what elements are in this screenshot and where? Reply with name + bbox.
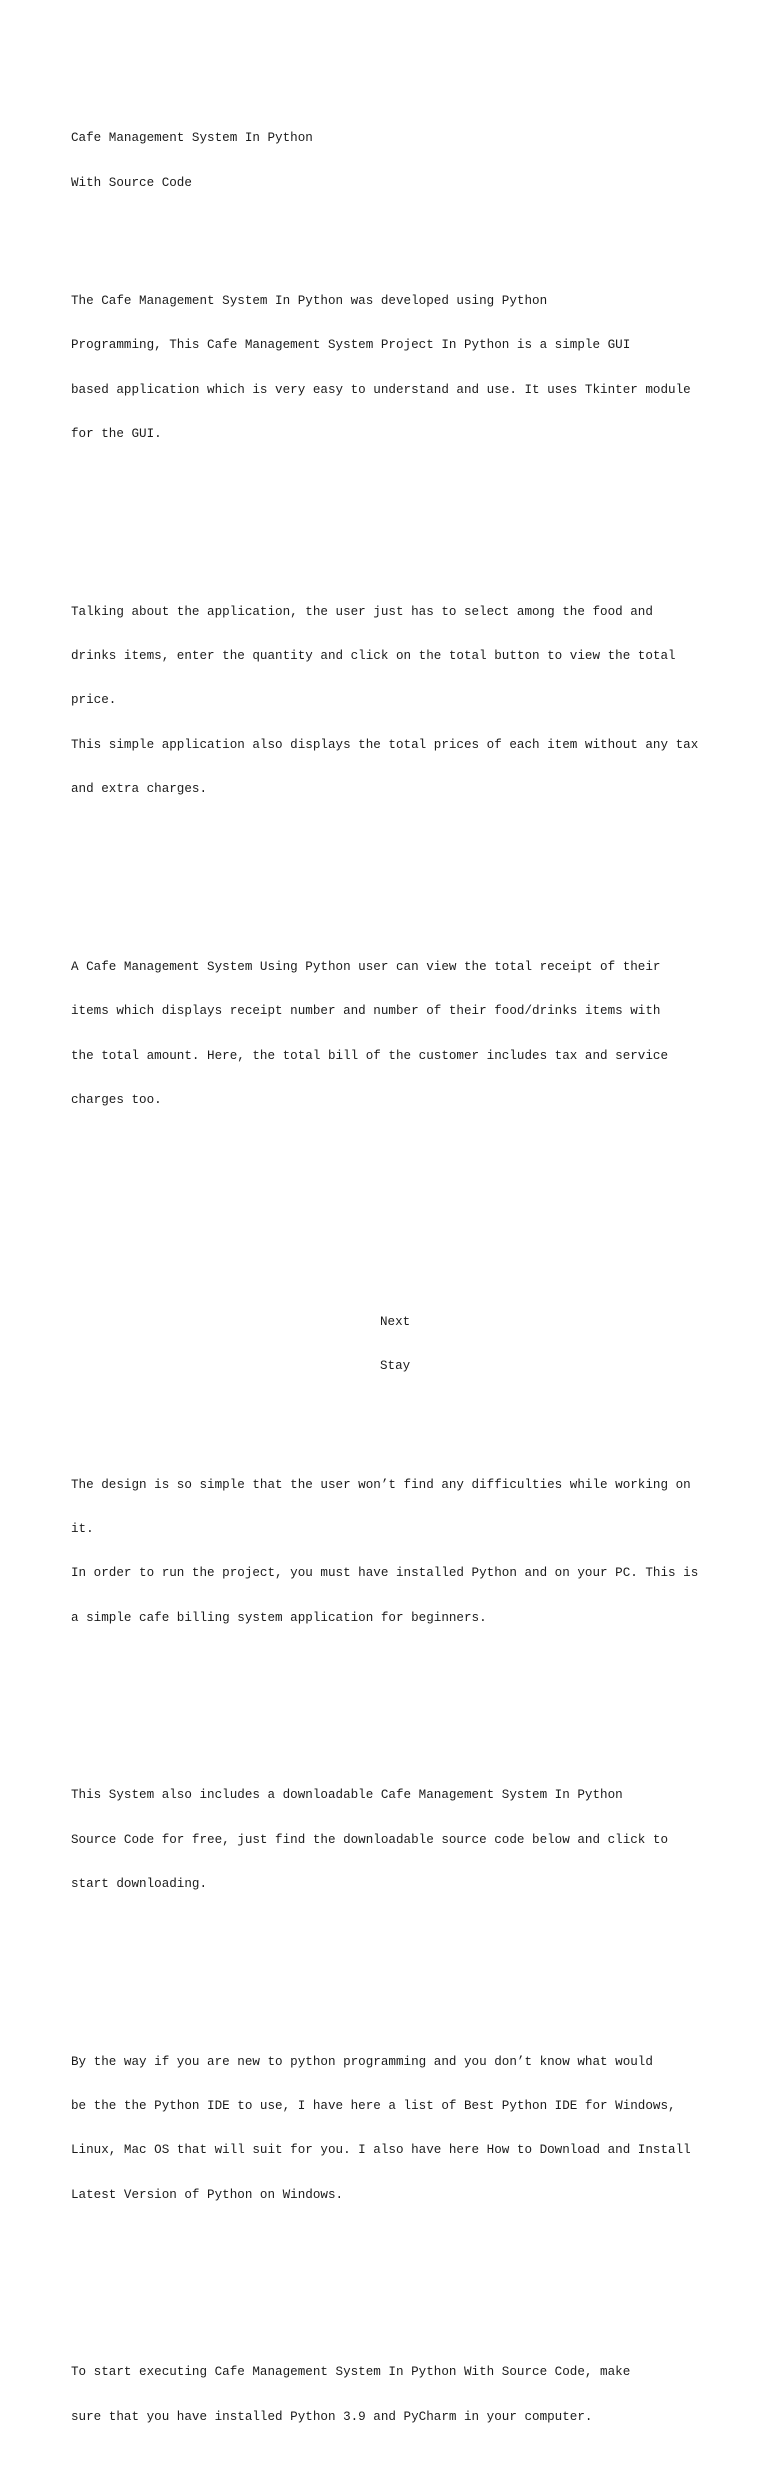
text-line: be the the Python IDE to use, I have here a list of Best Python IDE for Windows, [71, 2098, 676, 2113]
paragraph-design [71, 1448, 711, 1655]
text-line: This System also includes a downloadable Cafe Management System In Python [71, 1788, 623, 1803]
section-gap [71, 1182, 711, 1241]
text-line: A Cafe Management System Using Python user can view the total receipt of their [71, 959, 661, 974]
text-line: In order to run the project, you must have installed Python and on your PC. This is [71, 1566, 699, 1581]
paragraph-execute [71, 2336, 711, 2454]
paragraph-gap [71, 516, 711, 531]
text-line: To start executing Cafe Management System In Python With Source Code, make [71, 2365, 631, 2380]
text-line: The design is so simple that the user won’t find any difficulties while working on [71, 1477, 691, 1492]
paragraph-gap [71, 1966, 711, 1981]
text-line: sure that you have installed Python 3.9 and PyCharm in your computer. [71, 2409, 593, 2424]
text-line: drinks items, enter the quantity and click on the total button to view the total [71, 649, 676, 664]
stay-link[interactable]: Stay [380, 1359, 411, 1374]
paragraph-download [71, 1759, 711, 1922]
document-title [71, 102, 711, 220]
text-line: charges too. [71, 1092, 162, 1107]
paragraph-intro [71, 264, 711, 471]
paragraph-gap [71, 871, 711, 886]
text-line: a simple cafe billing system application for beginners. [71, 1610, 487, 1625]
text-line: based application which is very easy to understand and use. It uses Tkinter module [71, 382, 691, 397]
text-line: for the GUI. [71, 427, 162, 442]
nav-links [71, 1285, 711, 1403]
text-line: This simple application also displays the total prices of each item without any tax [71, 737, 699, 752]
text-line: start downloading. [71, 1877, 208, 1892]
text-line: Talking about the application, the user just has to select among the food and [71, 604, 653, 619]
text-line: Linux, Mac OS that will suit for you. I also have here How to Download and Install [71, 2143, 691, 2158]
text-line: The Cafe Management System In Python was developed using Python [71, 293, 548, 308]
next-link[interactable]: Next [380, 1314, 411, 1329]
title-line: Cafe Management System In Python [71, 131, 313, 146]
text-line: Programming, This Cafe Management System Project In Python is a simple GUI [71, 338, 631, 353]
document-body [71, 72, 711, 2469]
text-line: price. [71, 693, 117, 708]
paragraph-application [71, 575, 711, 827]
text-line: Source Code for free, just find the downloadable source code below and click to [71, 1832, 669, 1847]
text-line: it. [71, 1521, 94, 1536]
paragraph-gap [71, 1699, 711, 1714]
text-line: the total amount. Here, the total bill of the customer includes tax and service [71, 1048, 669, 1063]
text-line: and extra charges. [71, 782, 208, 797]
paragraph-ide [71, 2025, 711, 2232]
paragraph-receipt [71, 930, 711, 1137]
paragraph-gap [71, 2277, 711, 2292]
title-line: With Source Code [71, 175, 192, 190]
text-line: By the way if you are new to python programming and you don’t know what would [71, 2054, 653, 2069]
text-line: items which displays receipt number and number of their food/drinks items with [71, 1004, 661, 1019]
text-line: Latest Version of Python on Windows. [71, 2187, 344, 2202]
